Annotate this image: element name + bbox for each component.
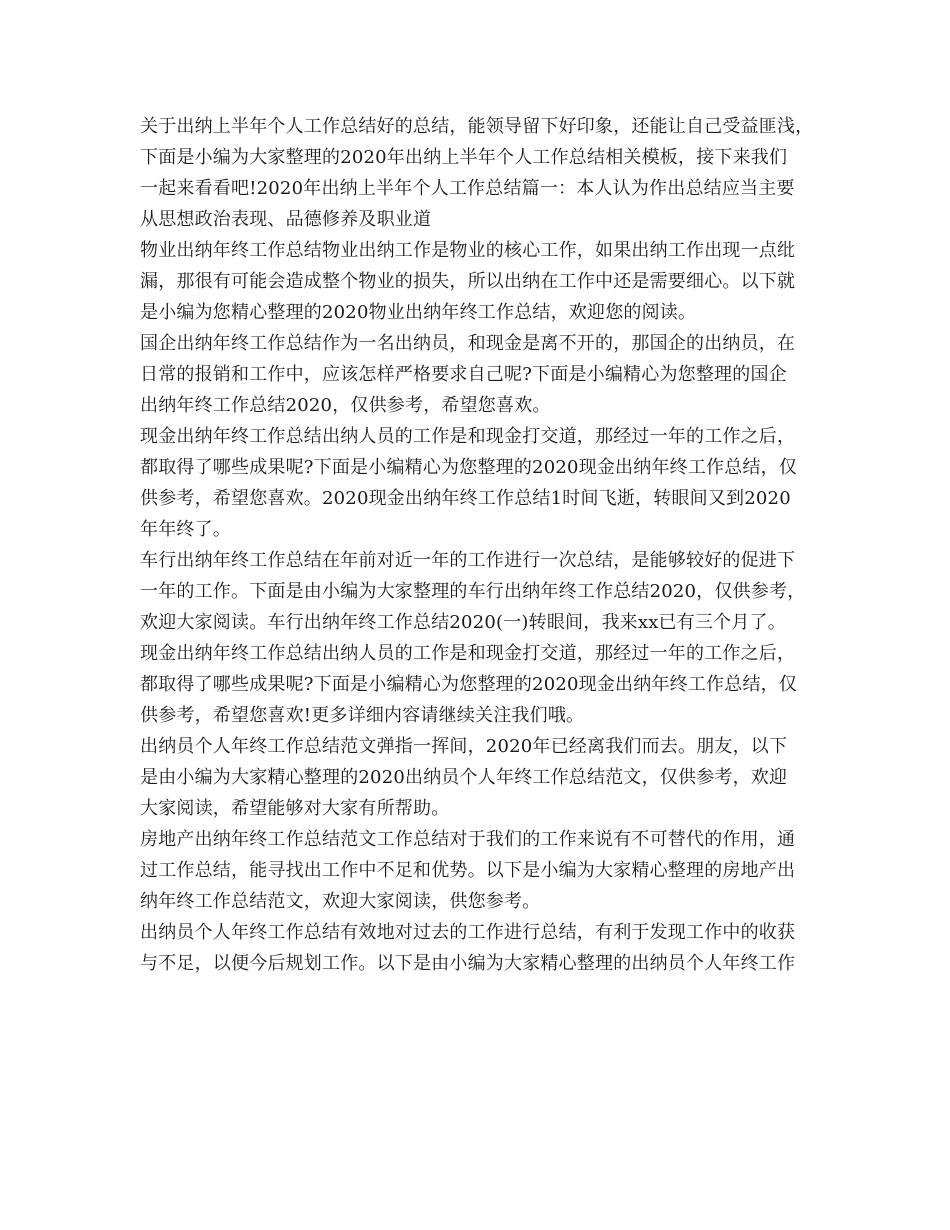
text-line: 与不足，以便今后规划工作。以下是由小编为大家精心整理的出纳员个人年终工作	[140, 953, 796, 974]
text-line: 出纳员个人年终工作总结有效地对过去的工作进行总结，有利于发现工作中的收获	[140, 922, 796, 943]
text-line: 纳年终工作总结范文，欢迎大家阅读，供您参考。	[140, 891, 541, 912]
text-line: 过工作总结，能寻找出工作中不足和优势。以下是小编为大家精心整理的房地产出	[140, 860, 796, 881]
paragraph	[140, 638, 820, 731]
paragraph	[140, 731, 820, 824]
text-line: 大家阅读，希望能够对大家有所帮助。	[140, 798, 450, 819]
text-line: 关于出纳上半年个人工作总结好的总结，能领导留下好印象，还能让自己受益匪浅，	[140, 116, 814, 137]
text-line: 一起来看看吧!2020年出纳上半年个人工作总结篇一：本人认为作出总结应当主要	[140, 178, 795, 199]
text-line: 漏，那很有可能会造成整个物业的损失，所以出纳在工作中还是需要细心。以下就	[140, 271, 796, 292]
text-line: 供参考，希望您喜欢。2020现金出纳年终工作总结1时间飞逝，转眼间又到2020	[140, 488, 791, 509]
text-line: 出纳员个人年终工作总结范文弹指一挥间，2020年已经离我们而去。朋友，以下	[140, 736, 788, 757]
paragraph	[140, 111, 820, 235]
paragraph	[140, 328, 820, 421]
text-line: 都取得了哪些成果呢?下面是小编精心为您整理的2020现金出纳年终工作总结，仅	[140, 457, 798, 478]
paragraph	[140, 824, 820, 917]
text-line: 下面是小编为大家整理的2020年出纳上半年个人工作总结相关模板，接下来我们	[140, 147, 788, 168]
text-line: 日常的报销和工作中，应该怎样严格要求自己呢?下面是小编精心为您整理的国企	[140, 364, 787, 385]
text-line: 现金出纳年终工作总结出纳人员的工作是和现金打交道，那经过一年的工作之后，	[140, 426, 796, 447]
text-line: 供参考，希望您喜欢!更多详细内容请继续关注我们哦。	[140, 705, 585, 726]
text-line: 是小编为您精心整理的2020物业出纳年终工作总结，欢迎您的阅读。	[140, 302, 697, 323]
text-line: 一年的工作。下面是由小编为大家整理的车行出纳年终工作总结2020，仅供参考，	[140, 581, 806, 602]
text-line: 出纳年终工作总结2020，仅供参考，希望您喜欢。	[140, 395, 551, 416]
paragraph	[140, 917, 820, 979]
text-line: 现金出纳年终工作总结出纳人员的工作是和现金打交道，那经过一年的工作之后，	[140, 643, 796, 664]
text-line: 年年终了。	[140, 519, 231, 540]
text-line: 是由小编为大家精心整理的2020出纳员个人年终工作总结范文，仅供参考，欢迎	[140, 767, 788, 788]
text-line: 欢迎大家阅读。车行出纳年终工作总结2020(一)转眼间，我来xx已有三个月了。	[140, 612, 786, 633]
paragraph	[140, 235, 820, 328]
document-body	[140, 111, 820, 979]
text-line: 物业出纳年终工作总结物业出纳工作是物业的核心工作，如果出纳工作出现一点纰	[140, 240, 796, 261]
text-line: 都取得了哪些成果呢?下面是小编精心为您整理的2020现金出纳年终工作总结，仅	[140, 674, 798, 695]
text-line: 国企出纳年终工作总结作为一名出纳员，和现金是离不开的，那国企的出纳员，在	[140, 333, 796, 354]
text-line: 房地产出纳年终工作总结范文工作总结对于我们的工作来说有不可替代的作用，通	[140, 829, 796, 850]
text-line: 从思想政治表现、品德修养及职业道	[140, 209, 432, 230]
paragraph	[140, 545, 820, 638]
text-line: 车行出纳年终工作总结在年前对近一年的工作进行一次总结，是能够较好的促进下	[140, 550, 796, 571]
paragraph	[140, 421, 820, 545]
